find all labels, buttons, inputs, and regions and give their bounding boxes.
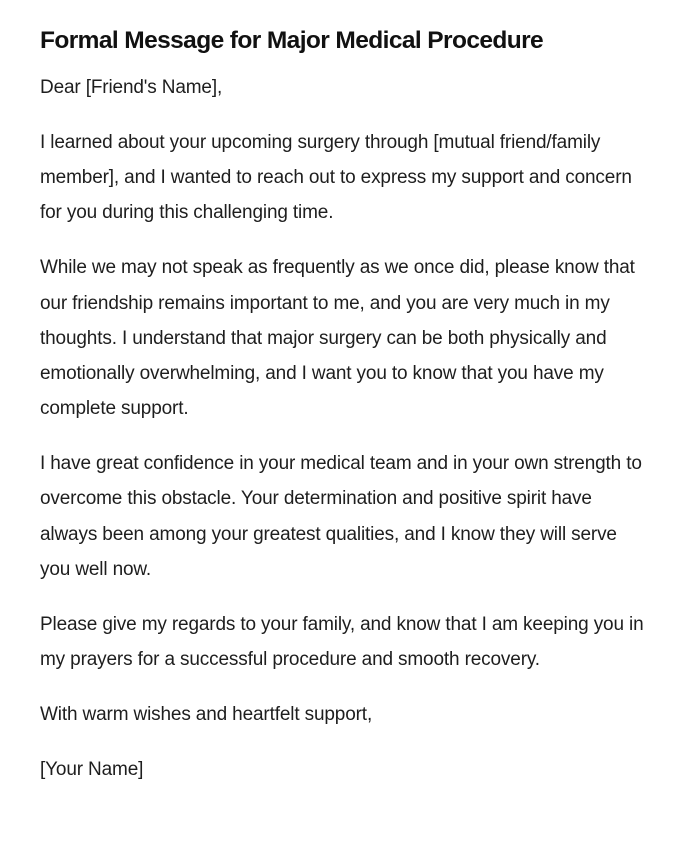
letter-signature: [Your Name] bbox=[40, 759, 144, 781]
letter-title: Formal Message for Major Medical Procedure bbox=[40, 27, 544, 54]
letter-closing: With warm wishes and heartfelt support, bbox=[40, 704, 373, 726]
letter-greeting: Dear [Friend's Name], bbox=[40, 77, 223, 98]
letter-document bbox=[40, 24, 650, 807]
letter-paragraph-3: I have great confidence in your medical team and in your own strength to overcome this obstacle. Your determination and positive spirit have always been among your greatest qualities, and I know they will serve you well now. bbox=[40, 453, 642, 580]
letter-paragraph-4: Please give my regards to your family, and know that I am keeping you in my prayers for a successful procedure and smooth recovery. bbox=[40, 613, 644, 671]
letter-paragraph-2: While we may not speak as frequently as we once did, please know that our friendship remains important to me, and you are very much in my thoughts. I understand that major surgery can be both physically and emotionally overwhelming, and I want you to know that you have my complete support. bbox=[40, 257, 635, 420]
letter-paragraph-1: I learned about your upcoming surgery through [mutual friend/family member], and I wanted to reach out to express my support and concern for you during this challenging time. bbox=[40, 132, 632, 224]
